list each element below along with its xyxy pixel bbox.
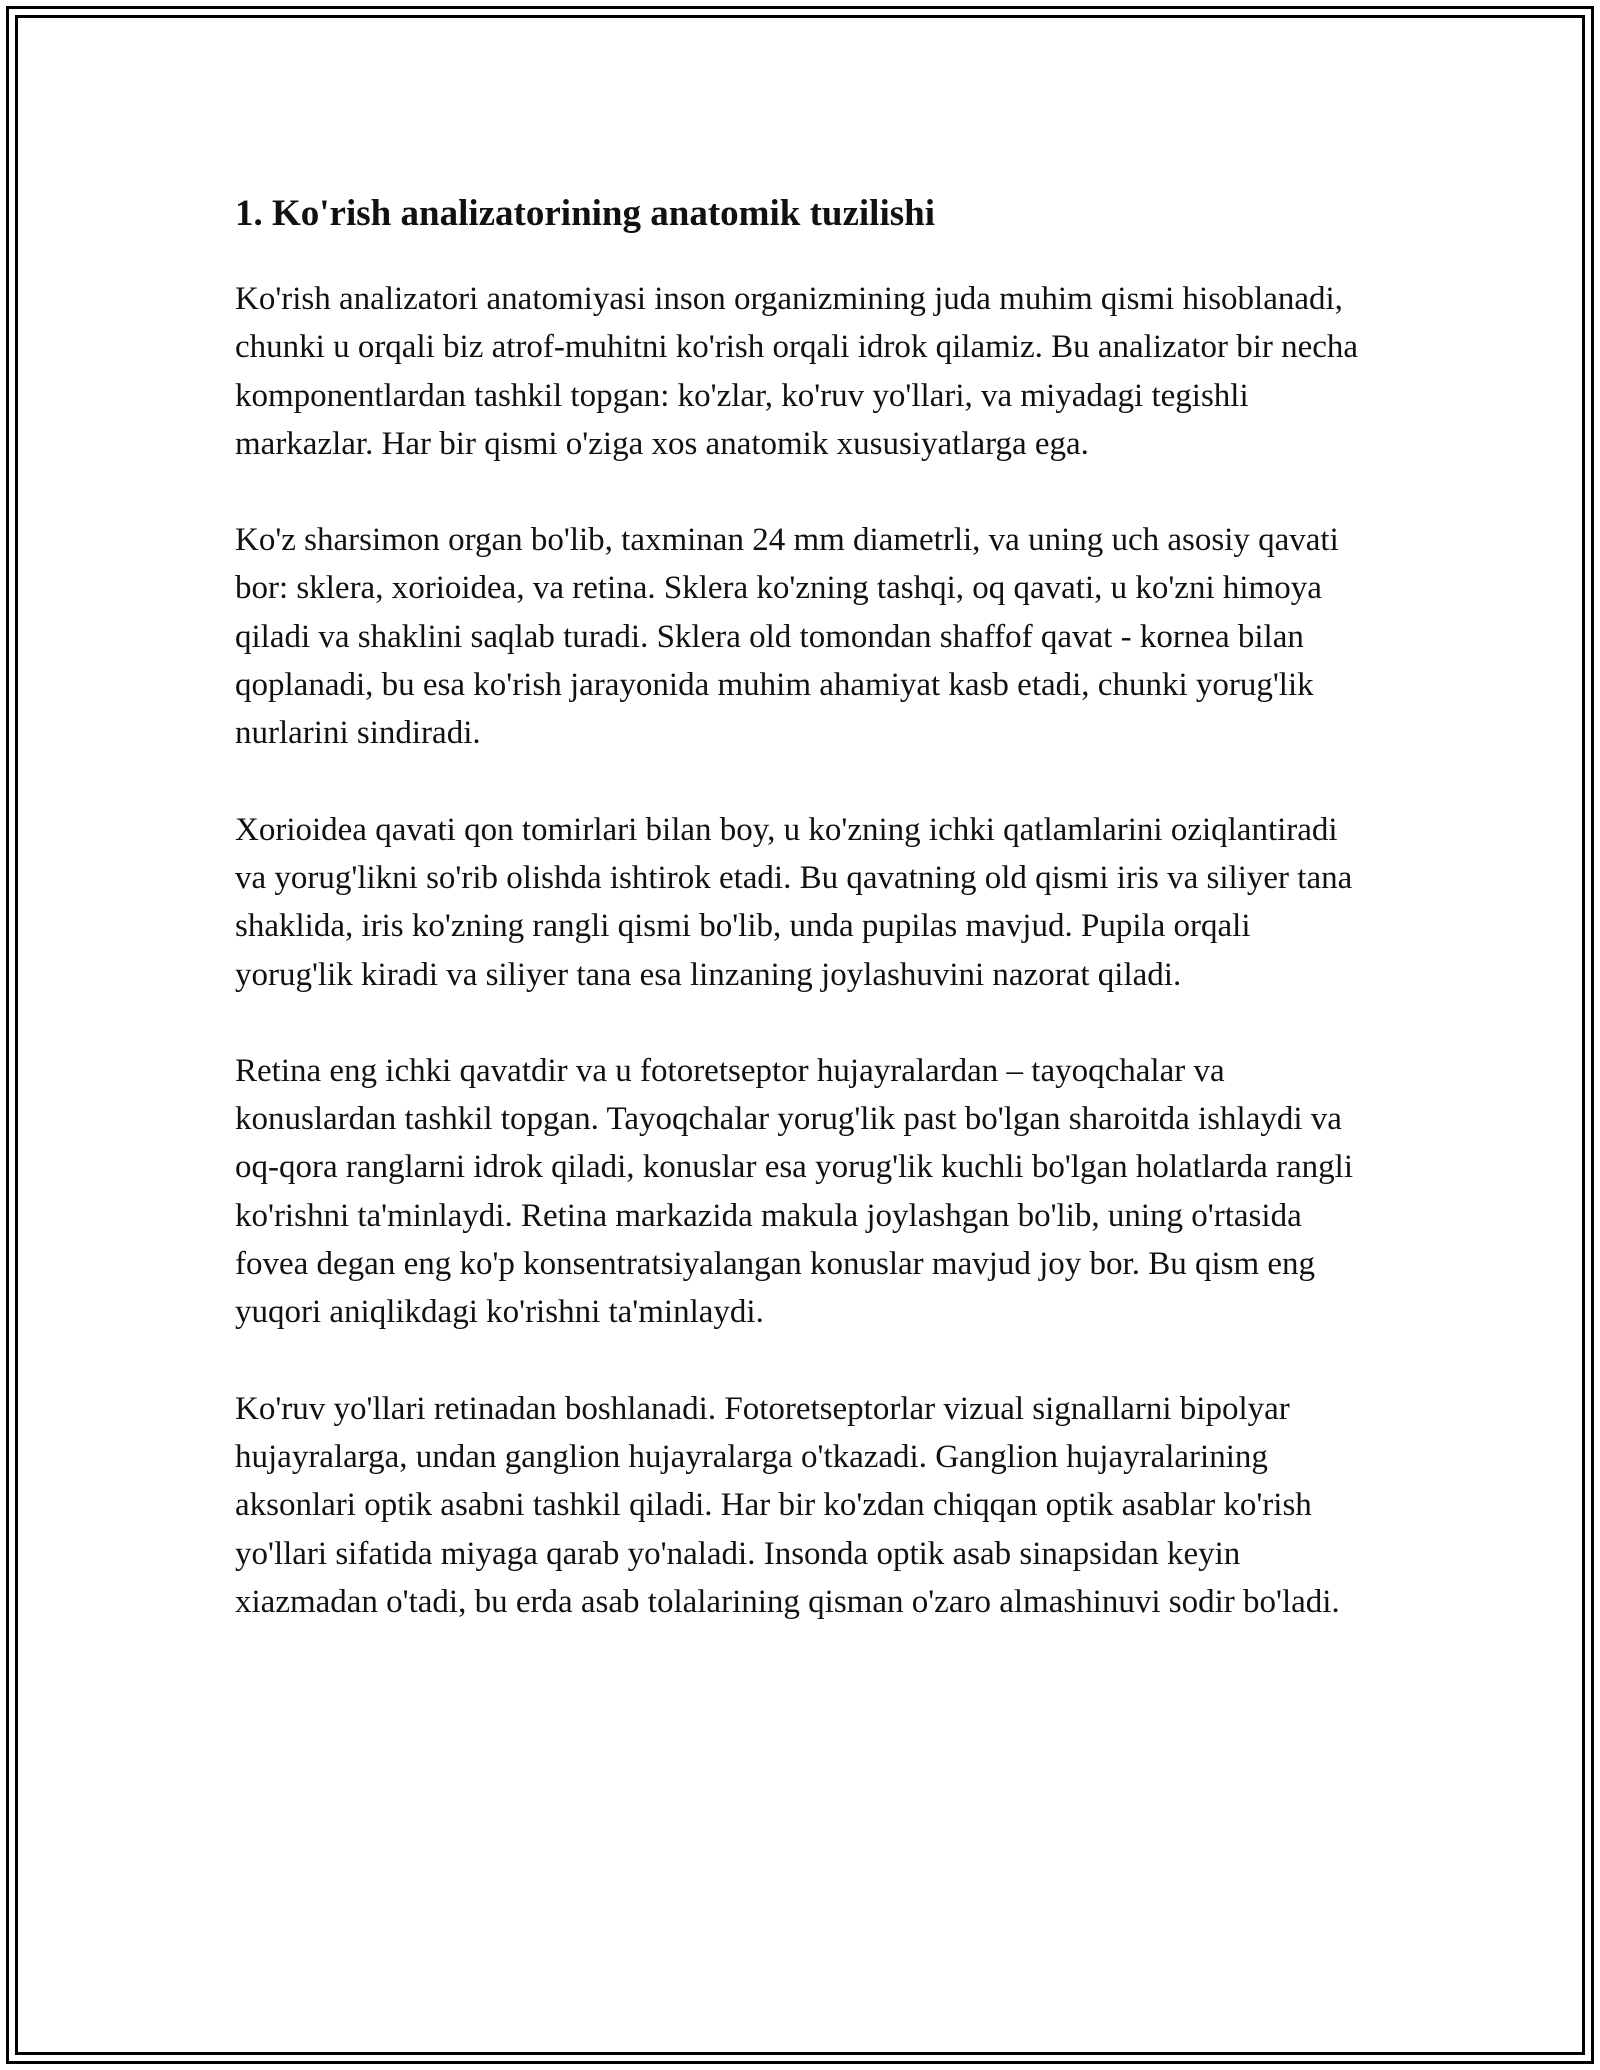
paragraph-choroid: Xorioidea qavati qon tomirlari bilan boy, u ko'zning ichki qatlamlarini oziqlantiradi va yorug'likni so'rib olishda ishtirok etadi. Bu qavatning old qismi iris va siliyer tana shaklida, iris ko'zning rangli qismi bo'lib, unda pupilas mavjud. Pupila orqali yorug'lik kiradi va siliyer tana esa linzaning joylashuvini nazorat qiladi. bbox=[235, 811, 1353, 993]
paragraph-eye-structure: Ko'z sharsimon organ bo'lib, taxminan 24 mm diametrli, va uning uch asosiy qavati bor: sklera, xorioidea, va retina. Sklera ko'zning tashqi, oq qavati, u ko'zni himoya qiladi va shaklini saqlab turadi. Sklera old tomondan shaffof qavat - kornea bilan qoplanadi, bu esa ko'rish jarayonida muhim ahamiyat kasb etadi, chunki yorug'lik nurlarini sindiradi. bbox=[235, 522, 1339, 752]
paragraph-intro: Ko'rish analizatori anatomiyasi inson organizmining juda muhim qismi hisoblanadi, chunki u orqali biz atrof-muhitni ko'rish orqali idrok qilamiz. Bu analizator bir necha komponentlardan tashkil topgan: ko'zlar, ko'ruv yo'llari, va miyadagi tegishli markazlar. Har bir qismi o'ziga xos anatomik xususiyatlarga ega. bbox=[235, 281, 1359, 462]
document-body bbox=[235, 185, 1375, 1674]
section-heading: 1. Ko'rish analizatorining anatomik tuzilishi bbox=[235, 193, 936, 234]
paragraph-retina: Retina eng ichki qavatdir va u fotoretseptor hujayralardan – tayoqchalar va konuslardan tashkil topgan. Tayoqchalar yorug'lik past bo'lgan sharoitda ishlaydi va oq-qora ranglarni idrok qiladi, konuslar esa yorug'lik kuchli bo'lgan holatlarda rangli ko'rishni ta'minlaydi. Retina markazida makula joylashgan bo'lib, uning o'rtasida fovea degan eng ko'p konsentratsiyalangan konuslar mavjud joy bor. Bu qism eng yuqori aniqlikdagi ko'rishni ta'minlaydi. bbox=[235, 1052, 1354, 1331]
paragraph-visual-pathways: Ko'ruv yo'llari retinadan boshlanadi. Fotoretseptorlar vizual signallarni bipolyar hujayralarga, undan ganglion hujayralarga o'tkazadi. Ganglion hujayralarining aksonlari optik asabni tashkil qiladi. Har bir ko'zdan chiqqan optik asablar ko'rish yo'llari sifatida miyaga qarab yo'naladi. Insonda optik asab sinapsidan keyin xiazmadan o'tadi, bu erda asab tolalarining qisman o'zaro almashinuvi sodir bo'ladi. bbox=[235, 1390, 1340, 1620]
